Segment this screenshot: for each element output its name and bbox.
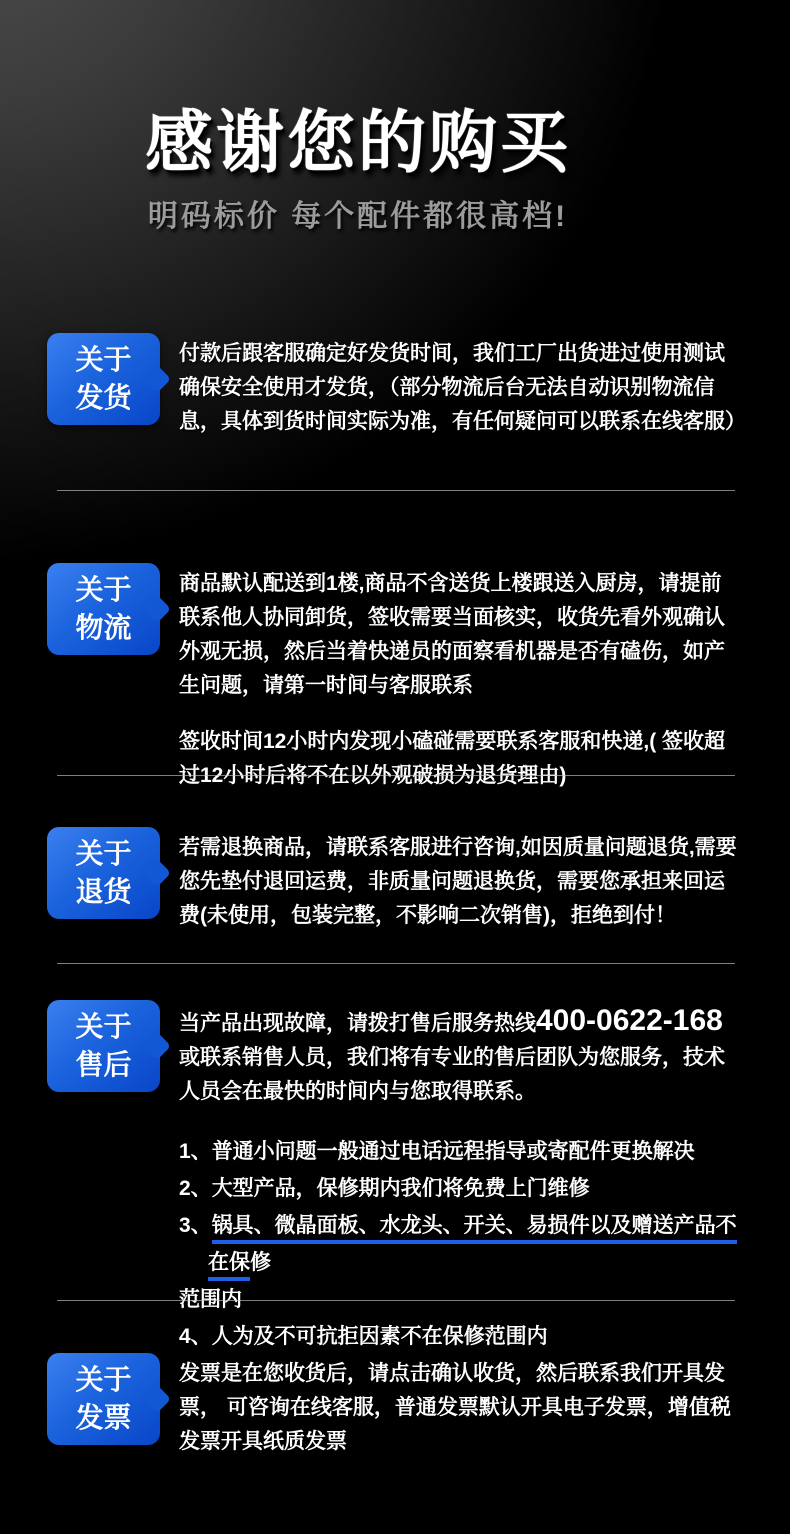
aftersale-text: [179, 1000, 739, 1355]
section-shipping: [47, 333, 746, 439]
page-subtitle: 明码标价 每个配件都很高档!: [147, 199, 569, 233]
invoice-paragraph: 发票是在您收货后，请点击确认收货，然后联系我们开具发票， 可咨询在线客服，普通发票默认开具电子发票，增值税发票开具纸质发票: [179, 1362, 731, 1453]
logistics-paragraph-2: 签收时间12小时内发现小磕碰需要联系客服和快递,( 签收超过12小时后将不在以外观破损为退货理由): [179, 730, 726, 787]
logistics-text: [179, 563, 739, 793]
aftersale-badge-label: 关于 售后: [75, 1011, 132, 1080]
service-hotline-number: 400-0622-168: [536, 1004, 723, 1037]
aftersale-paragraph: [179, 1004, 739, 1109]
logistics-paragraph-1: 商品默认配送到1楼,商品不含送货上楼跟送入厨房，请提前联系他人协同卸货，签收需要当面核实，收货先看外观确认外观无损，然后当着快递员的面察看机器是否有磕伤，如产生问题，请第一时间与客服联系: [179, 572, 725, 697]
aftersale-badge: [47, 1000, 160, 1092]
section-divider: [57, 775, 735, 776]
section-returns: [47, 827, 743, 933]
section-divider: [57, 490, 735, 491]
section-logistics: [47, 563, 743, 793]
aftersale-text-after-phone: 或联系销售人员，我们将有专业的售后团队为您服务，技术人员会在最快的时间内与您取得联系。: [179, 1046, 725, 1103]
returns-text: [179, 827, 739, 933]
shipping-paragraph: 付款后跟客服确定好发货时间，我们工厂出货进过使用测试确保安全使用才发货，（部分物流后台无法自动识别物流信息，具体到货时间实际为准，有任何疑问可以联系在线客服）: [179, 342, 746, 433]
section-divider: [57, 963, 735, 964]
list-item: 1、普通小问题一般通过电话远程指导或寄配件更换解决: [179, 1140, 695, 1163]
warranty-exclusion-underlined: 锅具、微晶面板、水龙头、开关、易损件以及赠送产品不在保: [208, 1214, 737, 1281]
list-item: 4、人为及不可抗拒因素不在保修范围内: [179, 1325, 548, 1348]
warranty-terms-list: [179, 1133, 739, 1355]
invoice-text: [179, 1353, 739, 1459]
section-divider: [57, 1300, 735, 1301]
section-invoice: [47, 1353, 743, 1459]
returns-paragraph: 若需退换商品，请联系客服进行咨询,如因质量问题退货,需要您先垫付退回运费，非质量问题退换货，需要您承担来回运费(未使用，包装完整，不影响二次销售)，拒绝到付！: [179, 836, 737, 927]
aftersale-text-before-phone: 当产品出现故障，请拨打售后服务热线: [179, 1012, 536, 1035]
invoice-badge-label: 关于 发票: [75, 1364, 132, 1433]
page-header: [0, 106, 716, 235]
logistics-badge: [47, 563, 160, 655]
logistics-badge-label: 关于 物流: [75, 574, 132, 643]
returns-badge-label: 关于 退货: [75, 838, 132, 907]
shipping-text: [179, 333, 746, 439]
invoice-badge: [47, 1353, 160, 1445]
section-aftersale: [47, 1000, 743, 1355]
returns-badge: [47, 827, 160, 919]
page-title: 感谢您的购买: [144, 105, 571, 181]
shipping-badge: [47, 333, 160, 425]
list-item: 2、大型产品，保修期内我们将免费上门维修: [179, 1177, 590, 1200]
shipping-badge-label: 关于 发货: [75, 344, 132, 413]
list-item: 3、锅具、微晶面板、水龙头、开关、易损件以及赠送产品不在保修 范围内: [179, 1214, 737, 1311]
